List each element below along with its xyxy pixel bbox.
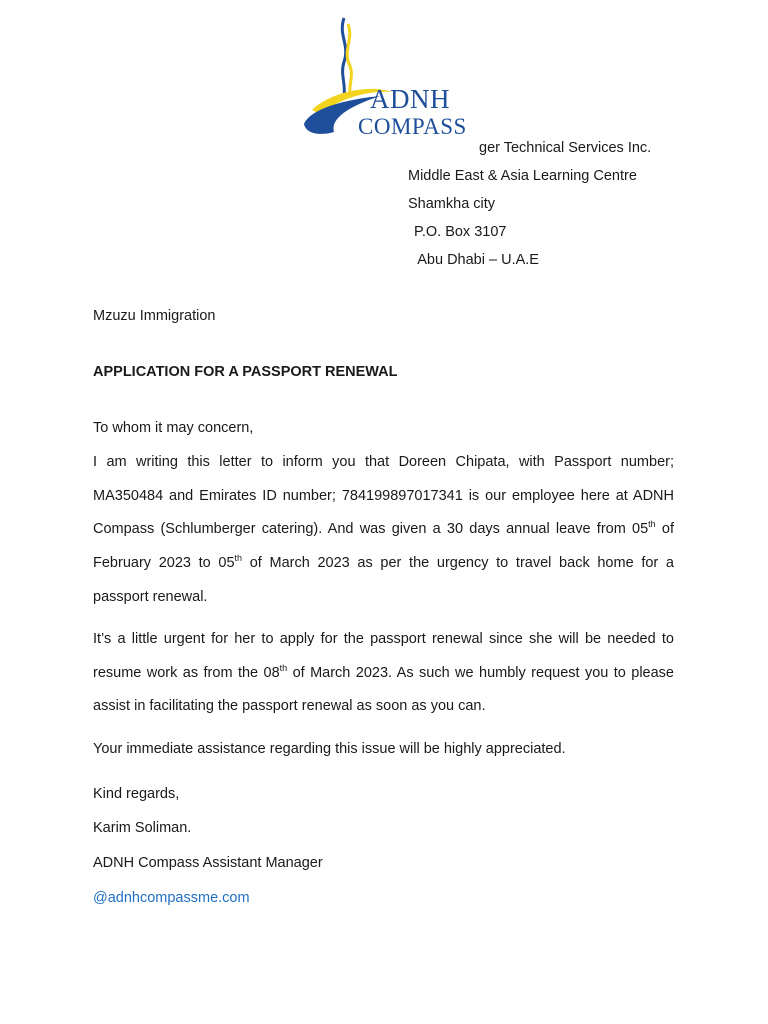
p1-text-a: I am writing this letter to inform you that Doreen Chipata, with Passport number; MA350484 and Emirates ID number; 784199897017341 is our employee here at ADNH Compass (Schlumberger catering). And was given a 30 days annual leave from 05 (93, 454, 674, 538)
address-line-4: P.O. Box 3107 (410, 224, 507, 240)
email-link[interactable]: @adnhcompassme.com (93, 890, 250, 906)
logo-text-adnh: ADNH (370, 84, 450, 114)
address-line-3: Shamkha city (408, 196, 496, 212)
signer-title: ADNH Compass Assistant Manager (93, 855, 323, 871)
p2-text-a: It’s a little urgent for her to apply for the passport renewal since she will be needed to resume work as from the 08 (93, 631, 674, 681)
logo-flame-yellow (347, 24, 351, 98)
subject-heading: APPLICATION FOR A PASSPORT RENEWAL (93, 364, 398, 380)
closing: Kind regards, (93, 786, 180, 802)
p1-sup-b: th (234, 553, 243, 564)
p2-sup-a: th (279, 662, 288, 673)
body-paragraph-1 (93, 446, 674, 615)
address-line-1: ger Technical Services Inc. (479, 140, 652, 156)
address-line-2: Middle East & Asia Learning Centre (408, 168, 637, 184)
salutation: To whom it may concern, (93, 420, 254, 436)
body-paragraph-2 (93, 623, 674, 724)
logo-flame-blue (342, 18, 345, 96)
address-line-5: Abu Dhabi – U.A.E (410, 252, 539, 268)
recipient: Mzuzu Immigration (93, 308, 216, 324)
body-paragraph-3: Your immediate assistance regarding this issue will be highly appreciated. (93, 741, 566, 757)
logo-text-compass: COMPASS (358, 114, 467, 139)
p1-sup-a: th (648, 519, 656, 530)
signer-name: Karim Soliman. (93, 820, 192, 836)
p1-text-b: of February 2023 to 05 (93, 521, 674, 572)
p1-text-c: of March 2023 as per the urgency to travel back home for a passport renewal. (93, 555, 674, 605)
p2-text-b: of March 2023. As such we humbly request you to please assist in facilitating the passport renewal as soon as you can. (93, 664, 674, 715)
